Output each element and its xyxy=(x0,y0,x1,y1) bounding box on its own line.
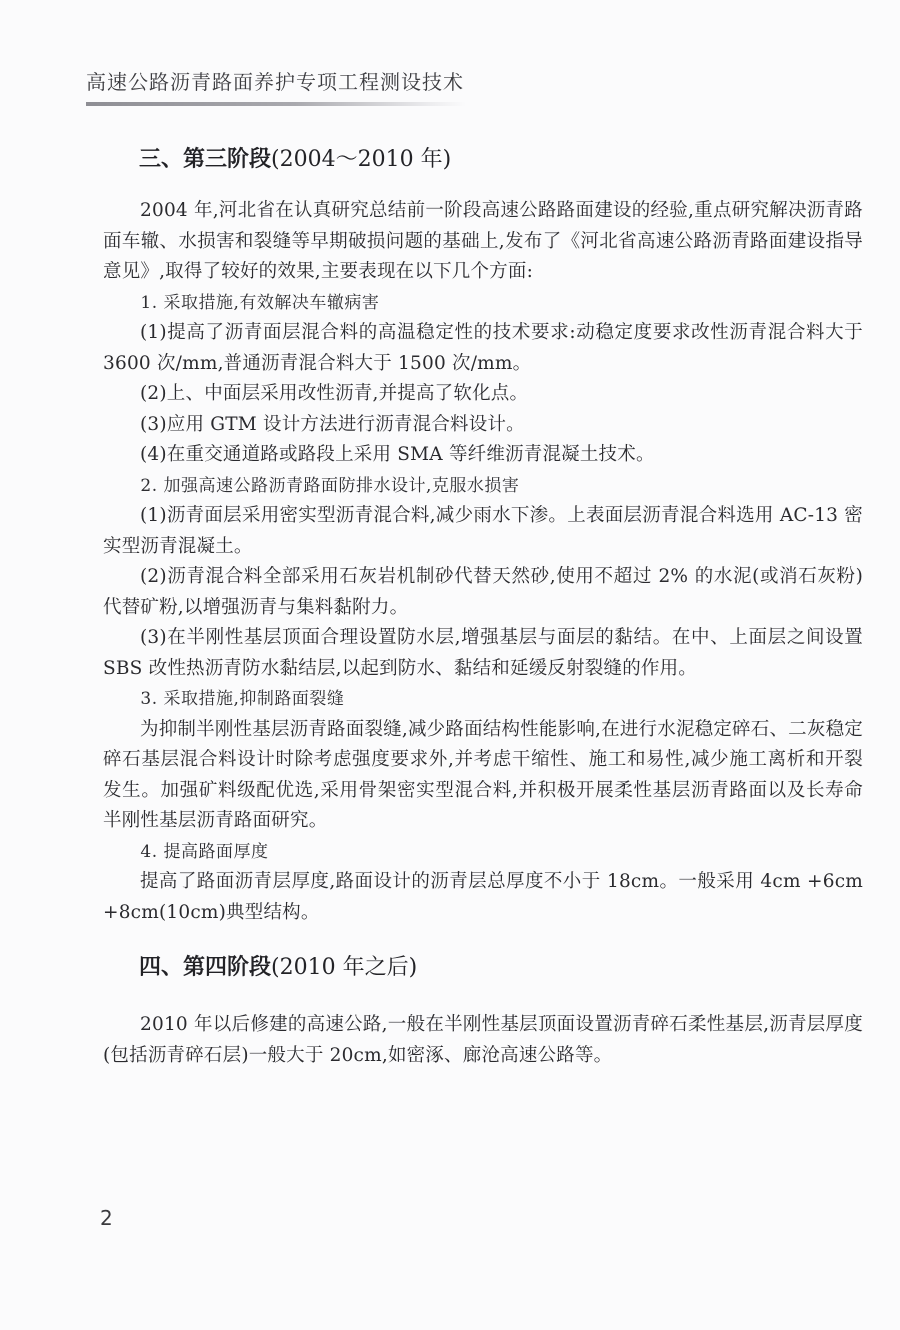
subheading-thickness: 4. 提高路面厚度 xyxy=(140,841,269,862)
section-years: (2010 年之后) xyxy=(271,955,418,980)
paragraph-intro-stage-4: 2010 年以后修建的高速公路,一般在半刚性基层顶面设置沥青碎石柔性基层,沥青层厚度(包括沥青碎石层)一般大于 20cm,如密涿、廊沧高速公路等。 xyxy=(103,1014,863,1066)
section-heading-stage-3 xyxy=(139,140,863,180)
paragraph: 提高了路面沥青层厚度,路面设计的沥青层总厚度不小于 18cm。一般采用 4cm +6cm +8cm(10cm)典型结构。 xyxy=(103,871,863,923)
running-header: 高速公路沥青路面养护专项工程测设技术 xyxy=(86,70,464,94)
list-item: (3)应用 GTM 设计方法进行沥青混合料设计。 xyxy=(140,413,525,435)
paragraph: 为抑制半刚性基层沥青路面裂缝,减少路面结构性能影响,在进行水泥稳定碎石、二灰稳定碎石基层混合料设计时除考虑强度要求外,并考虑干缩性、施工和易性,减少施工离析和开裂发生。加强矿料级配优选,采用骨架密实型混合料,并积极开展柔性基层沥青路面以及长寿命半刚性基层沥青路面研究。 xyxy=(103,718,863,831)
section-heading-stage-4 xyxy=(139,948,863,988)
list-item: (2)上、中面层采用改性沥青,并提高了软化点。 xyxy=(140,383,529,404)
header-rule xyxy=(86,102,466,106)
paragraph-intro-stage-3: 2004 年,河北省在认真研究总结前一阶段高速公路路面建设的经验,重点研究解决沥青路面车辙、水损害和裂缝等早期破损问题的基础上,发布了《河北省高速公路沥青路面建设指导意见》,取得了较好的效果,主要表现在以下几个方面: xyxy=(103,200,863,282)
list-item: (3)在半刚性基层顶面合理设置防水层,增强基层与面层的黏结。在中、上面层之间设置 SBS 改性热沥青防水黏结层,以起到防水、黏结和延缓反射裂缝的作用。 xyxy=(103,627,863,679)
section-title: 四、第四阶段 xyxy=(139,955,272,980)
page-body xyxy=(103,140,863,1071)
subheading-rutting: 1. 采取措施,有效解决车辙病害 xyxy=(140,292,380,313)
subheading-water-damage: 2. 加强高速公路沥青路面防排水设计,克服水损害 xyxy=(140,475,520,496)
list-item: (2)沥青混合料全部采用石灰岩机制砂代替天然砂,使用不超过 2% 的水泥(或消石灰粉)代替矿粉,以增强沥青与集料黏附力。 xyxy=(103,566,863,618)
section-years: (2004～2010 年) xyxy=(271,147,452,172)
page-number: 2 xyxy=(100,1206,113,1230)
list-item: (1)提高了沥青面层混合料的高温稳定性的技术要求:动稳定度要求改性沥青混合料大于 3600 次/mm,普通沥青混合料大于 1500 次/mm。 xyxy=(103,322,863,374)
list-item: (4)在重交通道路或路段上采用 SMA 等纤维沥青混凝土技术。 xyxy=(140,444,655,465)
list-item: (1)沥青面层采用密实型沥青混合料,减少雨水下渗。上表面层沥青混合料选用 AC-13 密实型沥青混凝土。 xyxy=(103,505,863,557)
section-title: 三、第三阶段 xyxy=(139,147,272,172)
subheading-cracking: 3. 采取措施,抑制路面裂缝 xyxy=(140,689,345,709)
